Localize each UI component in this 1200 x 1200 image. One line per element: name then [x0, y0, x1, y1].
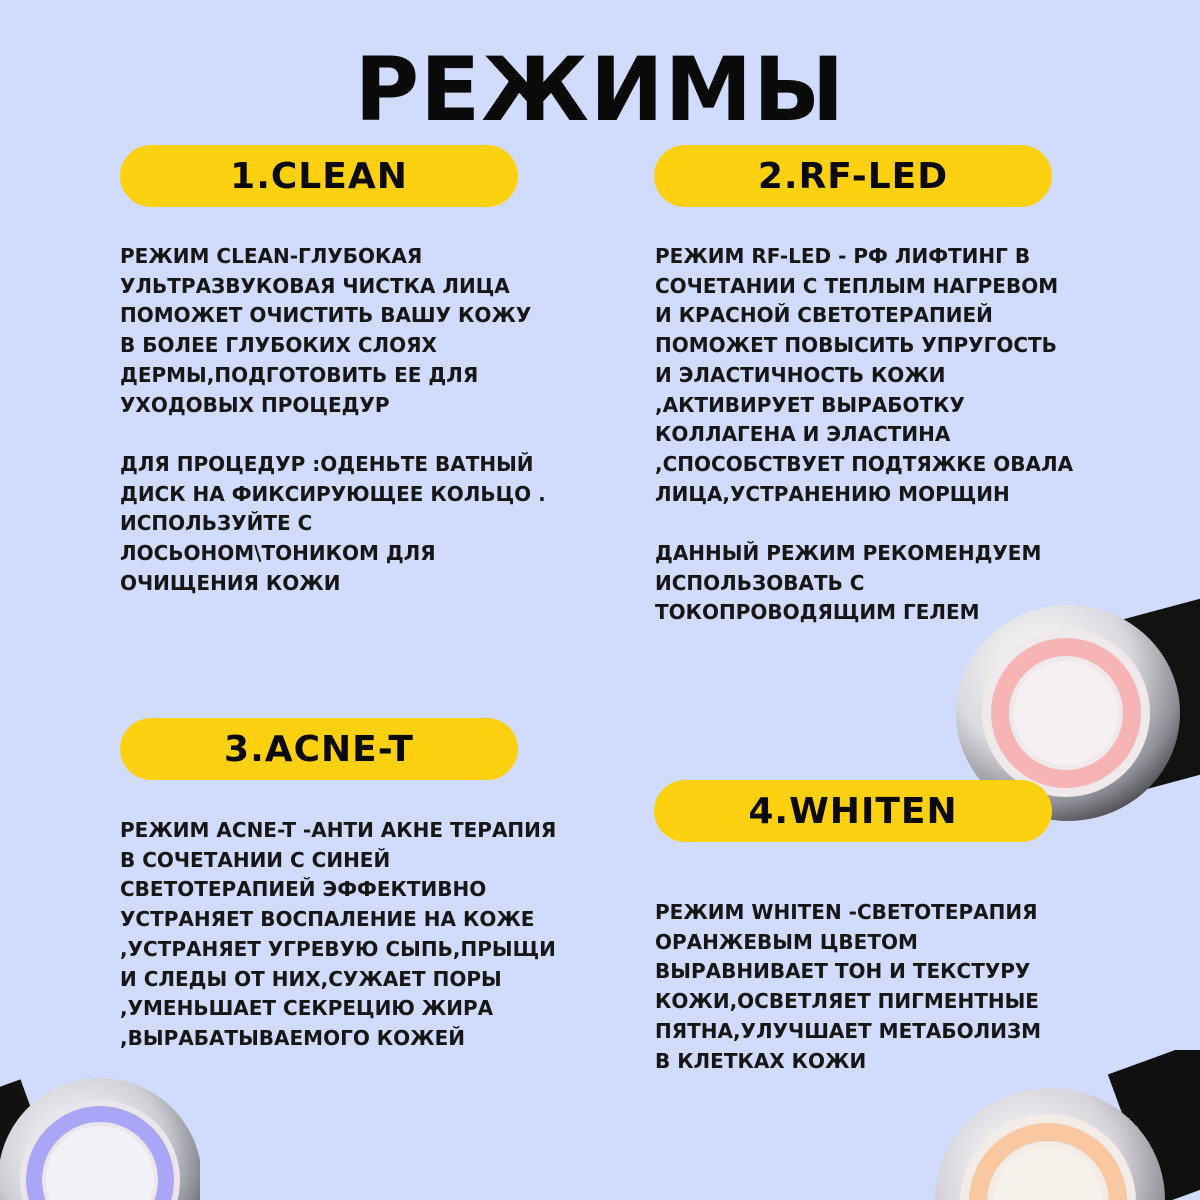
description-line: РЕЖИМ WHITEN -СВЕТОТЕРАПИЯ [655, 900, 1038, 924]
description-line: И КРАСНОЙ СВЕТОТЕРАПИЕЙ [655, 303, 993, 328]
description-line: РЕЖИМ RF-LED - РФ ЛИФТИНГ В [655, 244, 1031, 268]
description-line: УСТРАНЯЕТ ВОСПАЛЕНИЕ НА КОЖЕ [120, 907, 535, 932]
description-line: ЛОСЬОНОМ\ТОНИКОМ ДЛЯ [120, 541, 436, 566]
mode-description-acne-t [120, 816, 556, 1054]
description-line: ТОКОПРОВОДЯЩИМ ГЕЛЕМ [655, 600, 980, 625]
device-head-blue-led-icon [0, 1040, 200, 1200]
description-line: ДЛЯ ПРОЦЕДУР :ОДЕНЬТЕ ВАТНЫЙ [120, 451, 534, 476]
description-line: РЕЖИМ ACNE-T -АНТИ АКНЕ ТЕРАПИЯ [120, 818, 557, 842]
description-line: ПЯТНА,УЛУЧШАЕТ МЕТАБОЛИЗМ [655, 1018, 1042, 1043]
description-line: ДЕРМЫ,ПОДГОТОВИТЬ ЕЕ ДЛЯ [120, 362, 479, 387]
description-line: ,УСТРАНЯЕТ УГРЕВУЮ СЫПЬ,ПРЫЩИ [120, 936, 556, 961]
description-line: В БОЛЕЕ ГЛУБОКИХ СЛОЯХ [120, 333, 437, 358]
description-line: В КЛЕТКАХ КОЖИ [655, 1048, 867, 1073]
description-line: ,УМЕНЬШАЕТ СЕКРЕЦИЮ ЖИРА [120, 996, 494, 1021]
page-title: РЕЖИМЫ [354, 38, 846, 141]
description-line: ЛИЦА,УСТРАНЕНИЮ МОРЩИН [655, 481, 1010, 506]
description-line: КОЖИ,ОСВЕТЛЯЕТ ПИГМЕНТНЫЕ [655, 989, 1039, 1014]
mode-description-whiten [655, 898, 1041, 1076]
description-line: И ЭЛАСТИЧНОСТЬ КОЖИ [655, 362, 946, 387]
description-line: ,СПОСОБСТВУЕТ ПОДТЯЖКЕ ОВАЛА [655, 451, 1074, 476]
description-line: ОЧИЩЕНИЯ КОЖИ [120, 570, 341, 595]
description-line: ПОМОЖЕТ ОЧИСТИТЬ ВАШУ КОЖУ [120, 303, 532, 328]
description-line: И СЛЕДЫ ОТ НИХ,СУЖАЕТ ПОРЫ [120, 966, 502, 991]
description-line: ИСПОЛЬЗУЙТЕ С [120, 511, 313, 536]
mode-label-whiten: 4.WHITEN [654, 780, 1052, 842]
description-line: ,АКТИВИРУЕТ ВЫРАБОТКУ [655, 392, 965, 417]
description-line: В СОЧЕТАНИИ С СИНЕЙ [120, 847, 391, 872]
description-line: ,ВЫРАБАТЫВАЕМОГО КОЖЕЙ [120, 1025, 466, 1050]
description-line: ИСПОЛЬЗОВАТЬ С [655, 570, 865, 595]
description-line: УХОДОВЫХ ПРОЦЕДУР [120, 392, 390, 417]
description-line: РЕЖИМ CLEAN-ГЛУБОКАЯ [120, 244, 423, 268]
description-line: КОЛЛАГЕНА И ЭЛАСТИНА [655, 422, 951, 447]
description-line: ОРАНЖЕВЫМ ЦВЕТОМ [655, 929, 918, 954]
description-line [120, 420, 546, 450]
description-line: ПОМОЖЕТ ПОВЫСИТЬ УПРУГОСТЬ [655, 333, 1057, 358]
mode-label-acne-t: 3.ACNE-T [120, 718, 518, 780]
mode-label-rf-led: 2.RF-LED [654, 145, 1052, 207]
description-line: ДИСК НА ФИКСИРУЮЩЕЕ КОЛЬЦО . [120, 481, 546, 506]
description-line: СОЧЕТАНИИ С ТЕПЛЫМ НАГРЕВОМ [655, 273, 1059, 298]
description-line: УЛЬТРАЗВУКОВАЯ ЧИСТКА ЛИЦА [120, 273, 510, 298]
description-line: ВЫРАВНИВАЕТ ТОН И ТЕКСТУРУ [655, 959, 1031, 984]
mode-label-clean: 1.CLEAN [120, 145, 518, 207]
mode-description-rf-led [655, 242, 1073, 628]
mode-description-clean [120, 242, 546, 598]
description-line: ДАННЫЙ РЕЖИМ РЕКОМЕНДУЕМ [655, 541, 1042, 566]
description-line: СВЕТОТЕРАПИЕЙ ЭФФЕКТИВНО [120, 877, 487, 902]
description-line [655, 509, 1073, 539]
